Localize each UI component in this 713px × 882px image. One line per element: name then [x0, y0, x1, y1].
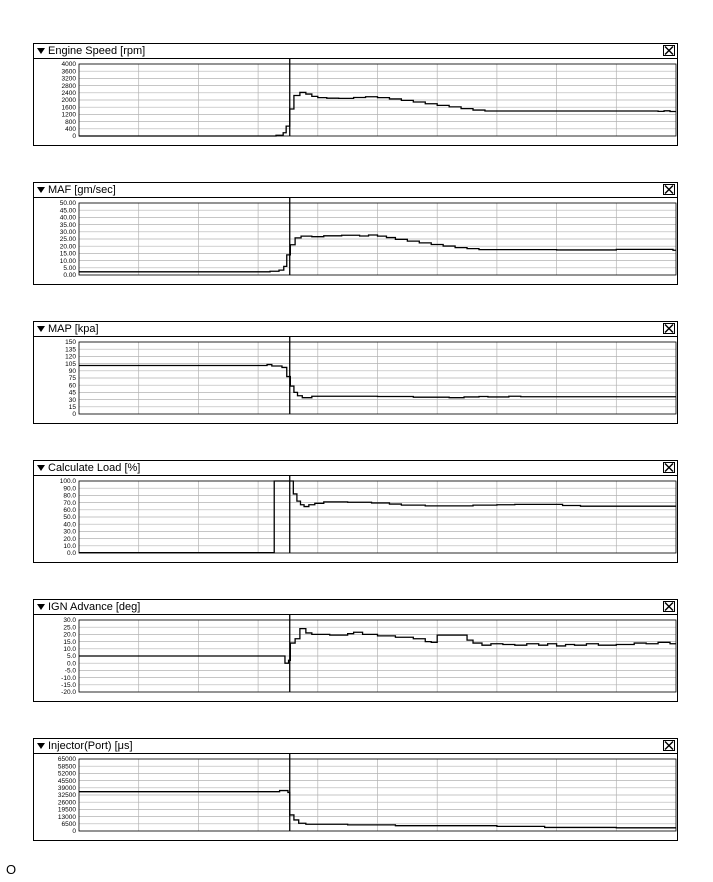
close-icon[interactable] — [663, 323, 675, 334]
collapse-triangle-icon[interactable] — [36, 601, 46, 612]
graph-panel — [33, 43, 678, 146]
close-icon[interactable] — [663, 184, 675, 195]
panel-title: Calculate Load [%] — [48, 462, 141, 474]
y-tick-label: 0 — [72, 133, 76, 141]
panel-header — [34, 183, 677, 198]
panel-title: MAP [kpa] — [48, 323, 99, 335]
page-mark: O — [6, 862, 17, 877]
collapse-triangle-icon[interactable] — [36, 184, 46, 195]
y-tick-label: 0.0 — [66, 660, 76, 668]
panel-title: MAF [gm/sec] — [48, 184, 116, 196]
y-tick-label: 15.00 — [59, 250, 76, 258]
panel-title: Injector(Port) [μs] — [48, 740, 133, 752]
panel-header — [34, 600, 677, 615]
y-tick-label: 5.00 — [63, 265, 76, 272]
y-tick-label: 60.0 — [63, 507, 76, 514]
y-tick-label: 135 — [65, 346, 76, 354]
panel-header — [34, 739, 677, 754]
y-tick-label: -10.0 — [61, 674, 76, 682]
y-tick-label: 15 — [68, 404, 76, 411]
y-tick-label: 80.0 — [63, 492, 76, 500]
y-tick-label: 1200 — [61, 111, 76, 119]
graph-panel — [33, 738, 678, 841]
panel-header — [34, 461, 677, 476]
panel-header — [34, 322, 677, 337]
y-tick-label: 90 — [68, 368, 76, 375]
y-tick-label: 30 — [68, 396, 76, 404]
y-tick-label: 26000 — [57, 799, 76, 807]
y-tick-label: 60 — [68, 382, 76, 390]
plot-area — [34, 476, 679, 562]
close-icon[interactable] — [663, 601, 675, 612]
graph-panel — [33, 182, 678, 285]
y-tick-label: 30.0 — [63, 617, 76, 625]
panel-header — [34, 44, 677, 59]
y-tick-label: 3200 — [61, 75, 76, 83]
y-tick-label: 15.0 — [63, 638, 76, 646]
y-tick-label: 25.00 — [59, 236, 76, 244]
y-tick-label: 3600 — [61, 68, 76, 76]
y-tick-label: -5.0 — [64, 667, 76, 675]
plot-area — [34, 198, 679, 284]
y-tick-label: 120 — [65, 353, 76, 361]
plot-area — [34, 59, 679, 145]
plot-area — [34, 615, 679, 701]
y-tick-label: 13000 — [57, 813, 76, 821]
y-tick-label: 40.0 — [63, 521, 76, 529]
y-tick-label: 65000 — [57, 756, 76, 764]
y-tick-label: -15.0 — [61, 682, 76, 689]
close-icon[interactable] — [663, 740, 675, 751]
y-tick-label: 35.00 — [59, 221, 76, 229]
y-tick-label: 58500 — [57, 763, 76, 771]
close-icon[interactable] — [663, 462, 675, 473]
y-tick-label: 10.0 — [63, 543, 76, 550]
y-tick-label: 20.00 — [59, 243, 76, 251]
y-tick-label: 30.0 — [63, 528, 76, 536]
y-tick-label: 20.0 — [63, 631, 76, 639]
y-tick-label: 5.0 — [66, 653, 76, 661]
graph-panel — [33, 321, 678, 424]
y-tick-label: 105 — [65, 360, 76, 368]
y-tick-label: 100.0 — [59, 478, 76, 486]
y-tick-label: 30.00 — [59, 229, 76, 236]
plot-area — [34, 754, 679, 840]
y-tick-label: 45 — [68, 389, 76, 397]
y-tick-label: 19500 — [57, 806, 76, 814]
y-tick-label: 39000 — [57, 785, 76, 792]
y-tick-label: 70.0 — [63, 499, 76, 507]
close-icon[interactable] — [663, 45, 675, 56]
y-tick-label: 32500 — [57, 792, 76, 800]
panel-title: Engine Speed [rpm] — [48, 45, 146, 57]
collapse-triangle-icon[interactable] — [36, 740, 46, 751]
y-tick-label: 52000 — [57, 770, 76, 778]
y-tick-label: 400 — [65, 126, 76, 133]
y-tick-label: 2400 — [61, 90, 76, 97]
y-tick-label: 10.0 — [63, 646, 76, 653]
y-tick-label: 45500 — [57, 777, 76, 785]
y-tick-label: 50.0 — [63, 514, 76, 522]
y-tick-label: 10.00 — [59, 257, 76, 265]
y-tick-label: 40.00 — [59, 214, 76, 222]
panel-title: IGN Advance [deg] — [48, 601, 141, 613]
y-tick-label: 0.0 — [66, 550, 76, 558]
y-tick-label: 2000 — [61, 97, 76, 105]
collapse-triangle-icon[interactable] — [36, 323, 46, 334]
y-tick-label: 1600 — [61, 104, 76, 112]
y-tick-label: 800 — [65, 118, 76, 126]
y-tick-label: 75 — [68, 375, 76, 383]
y-tick-label: 20.0 — [63, 535, 76, 543]
graph-panel — [33, 599, 678, 702]
y-tick-label: 6500 — [61, 821, 76, 828]
y-tick-label: 50.00 — [59, 200, 76, 208]
y-tick-label: 0 — [72, 828, 76, 836]
y-tick-label: 4000 — [61, 61, 76, 69]
y-tick-label: -20.0 — [61, 689, 76, 697]
graph-panel — [33, 460, 678, 563]
y-tick-label: 0.00 — [63, 272, 76, 280]
collapse-triangle-icon[interactable] — [36, 462, 46, 473]
y-tick-label: 90.0 — [63, 485, 76, 493]
y-tick-label: 25.0 — [63, 624, 76, 632]
y-tick-label: 2800 — [61, 82, 76, 90]
collapse-triangle-icon[interactable] — [36, 45, 46, 56]
y-tick-label: 0 — [72, 411, 76, 419]
y-tick-label: 45.00 — [59, 207, 76, 215]
y-tick-label: 150 — [65, 339, 76, 347]
plot-area — [34, 337, 679, 423]
